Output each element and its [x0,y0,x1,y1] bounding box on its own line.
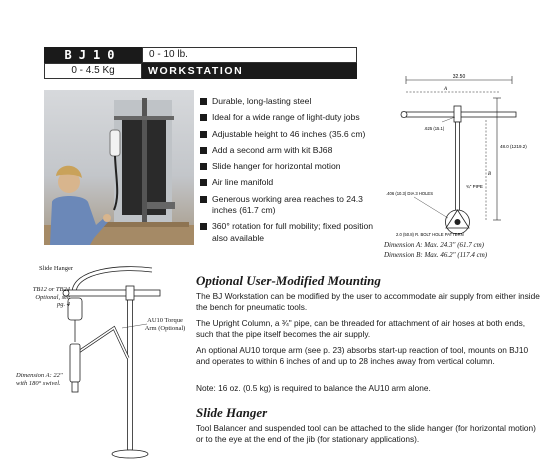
au10-label: AU10 Torque Arm (Optional) [144,317,186,332]
list-item: Slide hanger for horizontal motion [200,161,390,172]
mounting-paragraph-3: An optional AU10 torque arm (see p. 23) absorbs start-up reaction of tool, mounts on BJ10 and operates to within 6 inches of and up to 28 inches away from vertical column. [196,345,529,366]
list-item: Durable, long-lasting steel [200,96,390,107]
list-item: Generous working area reaches to 24.3 inches (61.7 cm) [200,194,390,217]
workstation-photo-illustration [44,90,194,245]
mounting-title: Optional User-Modified Mounting [196,273,381,288]
dim-a-label: A [444,87,448,92]
product-photo [44,90,194,245]
slide-hanger-title: Slide Hanger [196,405,268,420]
list-item: Air line manifold [200,177,390,188]
list-item: 360° rotation for full mobility; fixed position also available [200,221,390,244]
dimension-a-caption: Dimension A: Max. 24.3" (61.7 cm) [384,241,485,249]
overall-width-label: 32.50 [452,74,466,80]
mounting-note: Note: 16 oz. (0.5 kg) is required to balance the AU10 arm alone. [196,383,431,393]
height-label: 48.0 (1219.2) [500,144,527,149]
bullet-square-icon [200,196,207,203]
slide-hanger-paragraph: Tool Balancer and suspended tool can be attached to the slide hanger (for horizontal motion) or to the eye at the end of the jib (for stationary applications). [196,423,536,444]
dim-b-label: B [488,172,492,177]
bullet-square-icon [200,179,207,186]
capacity-lb: 0 - 10 lb. [142,47,357,63]
capacity-kg: 0 - 4.5 Kg [44,63,142,79]
side-dimension-a-label: Dimension A: 22" with 180° swivel. [16,372,63,387]
list-item: Ideal for a wide range of light-duty jobs [200,112,390,123]
pattern-label: 2.0 (50.8) R. BOLT HOLE PATTERN [396,232,464,237]
bullet-square-icon [200,223,207,230]
slide-hanger-label: Slide Hanger [38,265,74,272]
small-dim-label: .625 (15.1) [424,126,445,131]
feature-list [200,96,390,249]
bullet-square-icon [200,147,207,154]
list-item: Add a second arm with kit BJ68 [200,145,390,156]
pipe-label: ¾" PIPE [466,184,483,189]
hole-label: .406 (10.3) DIA 3 HOLES [386,191,434,196]
mounting-paragraph-1: The BJ Workstation can be modified by the user to accommodate air supply from either inside the bench for pneumatic tools. [196,291,540,312]
mounting-paragraph-2: The Upright Column, a ¾" pipe, can be threaded for attachment of air hoses at both ends, such that the pipe itself becomes the air supply. [196,318,526,339]
bullet-square-icon [200,98,207,105]
bullet-square-icon [200,114,207,121]
bullet-square-icon [200,131,207,138]
list-item: Adjustable height to 46 inches (35.6 cm) [200,129,390,140]
tb-optional-label: TB12 or TB24 Optional, see pg. 4 [32,286,70,308]
product-name: WORKSTATION [142,63,357,79]
bullet-square-icon [200,163,207,170]
dimension-b-caption: Dimension B: Max. 46.2" (117.4 cm) [384,251,488,259]
dimension-diagram [384,70,552,250]
model-number: BJ10 [44,47,142,63]
